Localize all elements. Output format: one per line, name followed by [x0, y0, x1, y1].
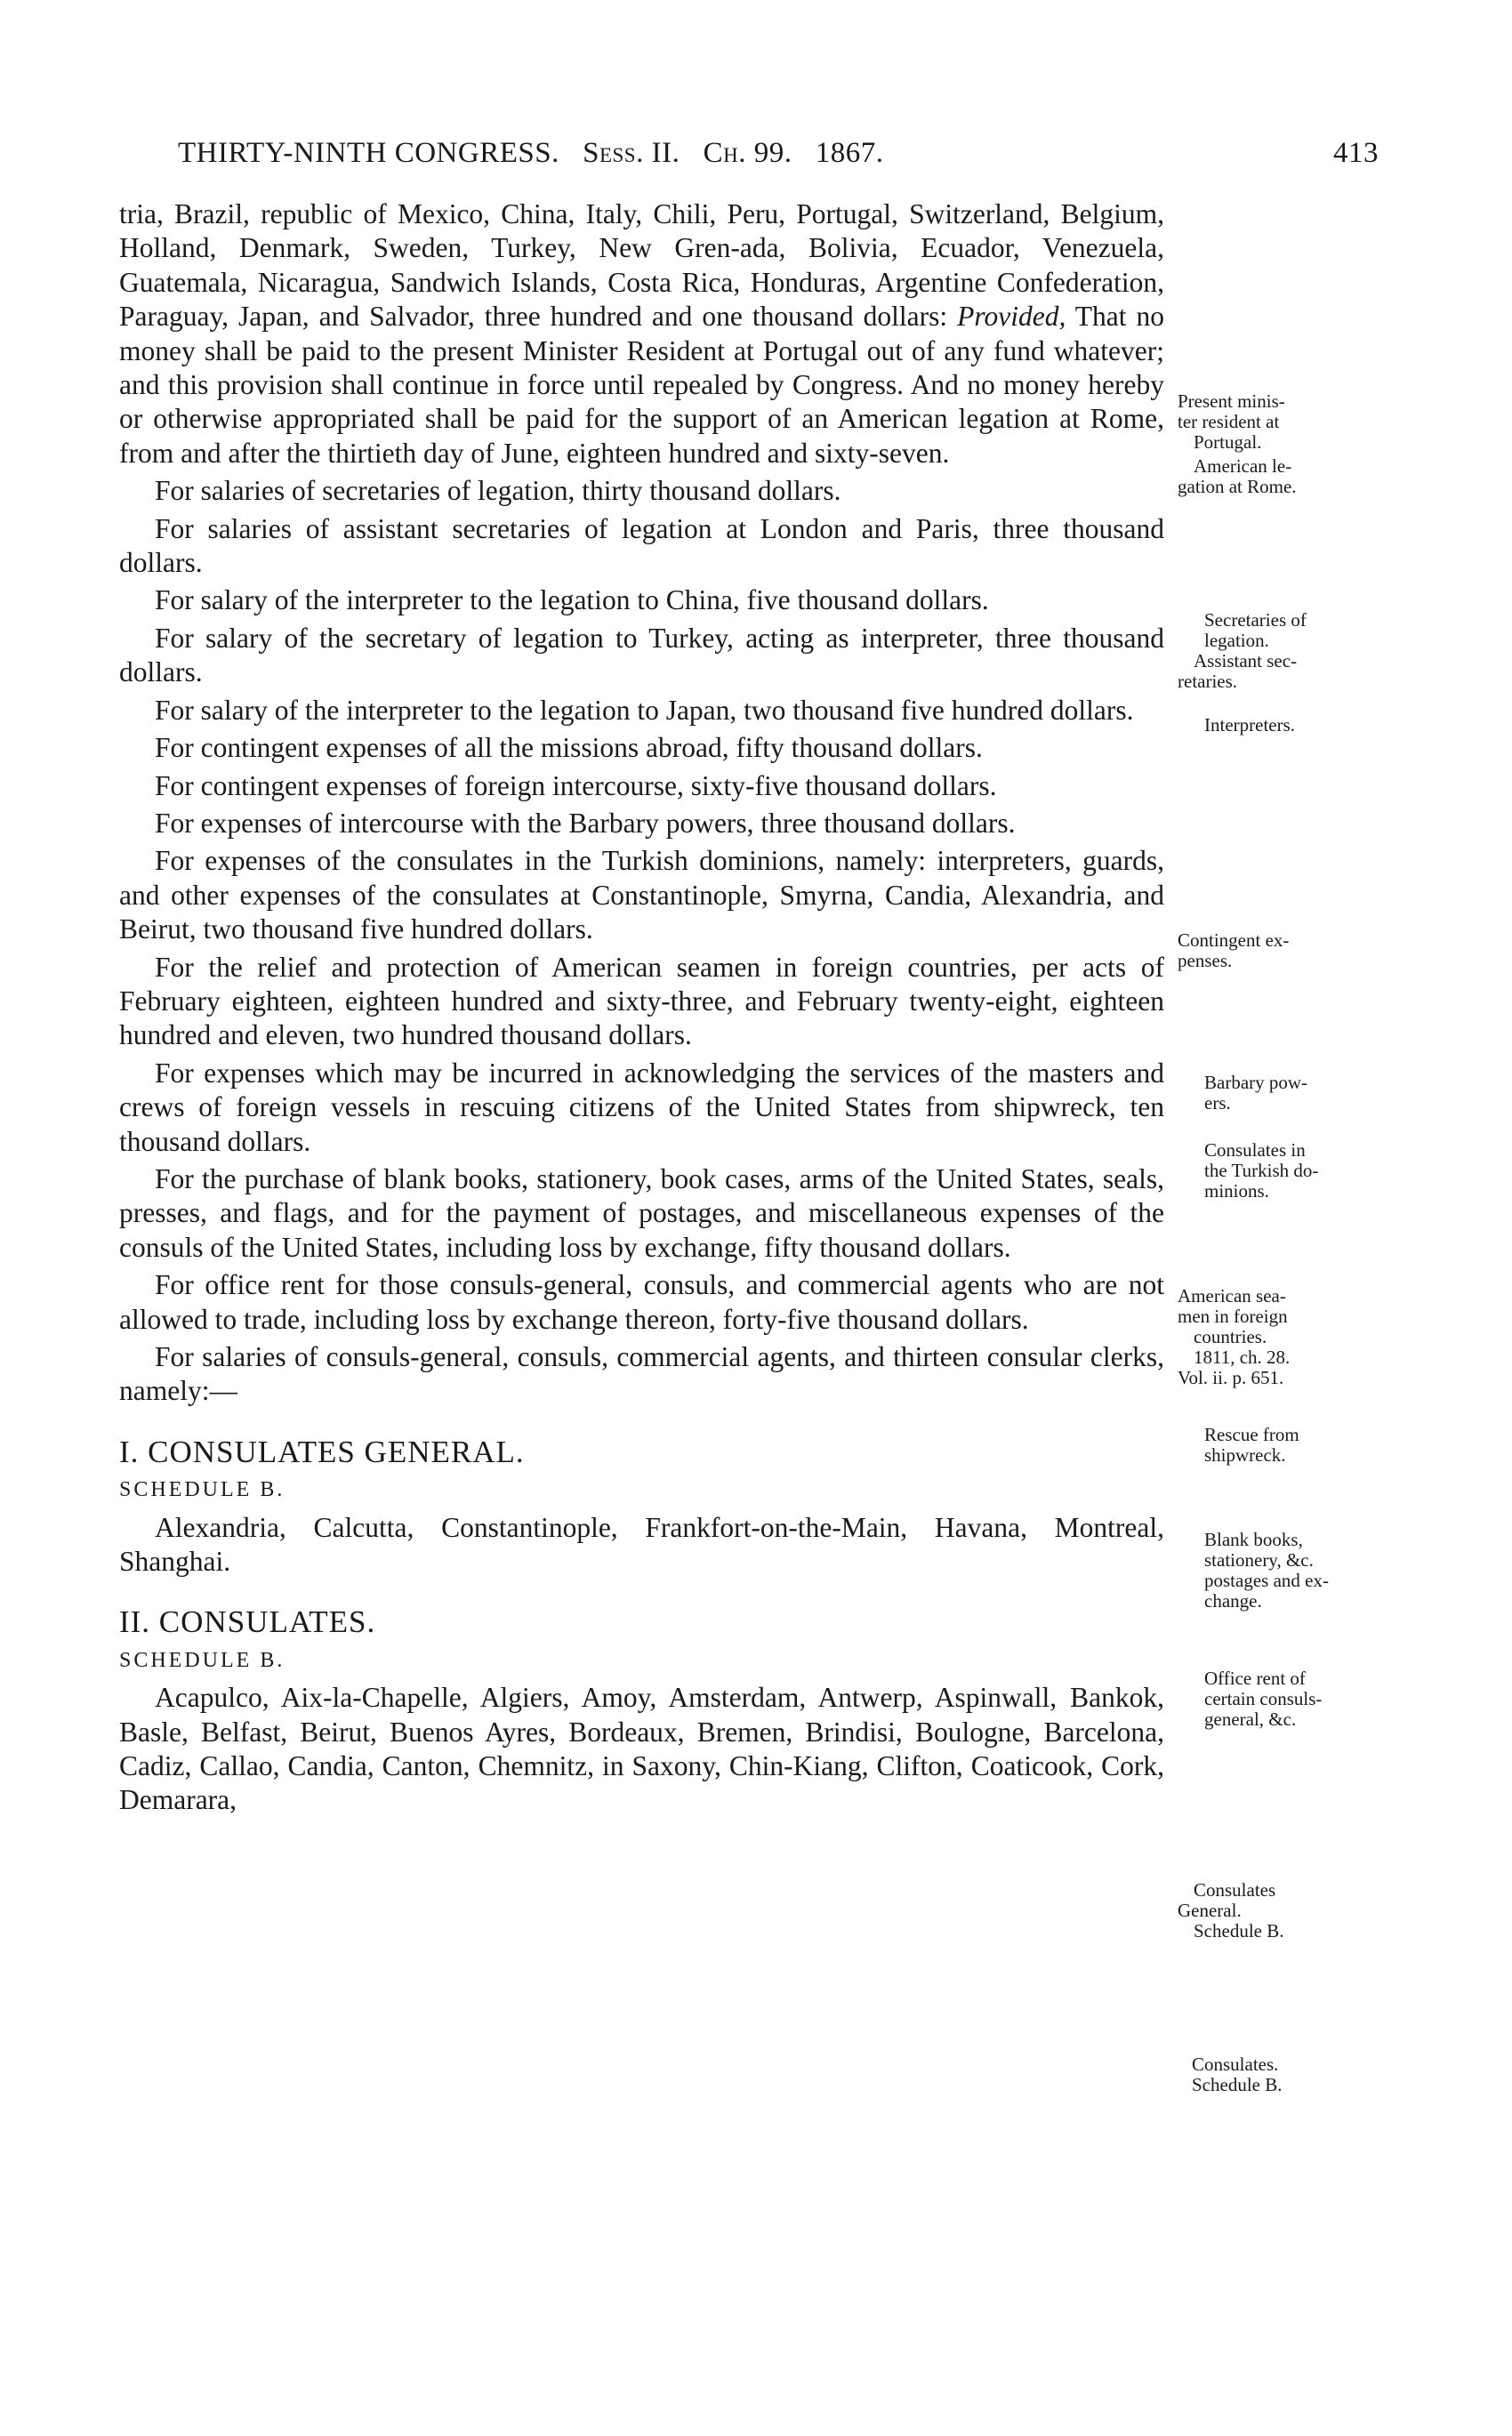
margin-note: Blank books, stationery, &c. postages and ex- change.: [1204, 1529, 1329, 1612]
schedule-label: SCHEDULE B.: [119, 1648, 286, 1672]
paragraph: For contingent expenses of foreign intercourse, sixty-five thousand dollars.: [155, 769, 997, 801]
paragraph: For salaries of secretaries of legation, thirty thousand dollars.: [155, 475, 841, 507]
paragraph: For salaries of consuls-general, consuls, commercial agents, and thirteen consular clerks, namely:—: [119, 1341, 1164, 1407]
paragraph: For the purchase of blank books, stationery, book cases, arms of the United States, seals, presses, and flags, and for the payment of postages, and miscellaneous expenses of the consuls of the United States, including loss by exchange, fifty thousand dollars.: [119, 1162, 1164, 1263]
header-title: THIRTY-NINTH CONGRESS. Sess. II. Ch. 99. 1867.: [178, 137, 884, 169]
header-chapter: Ch. 99.: [703, 137, 792, 169]
schedule-label: SCHEDULE B.: [119, 1478, 286, 1502]
margin-note: Rescue from shipwreck.: [1204, 1424, 1299, 1466]
margin-note: Assistant sec- retaries.: [1178, 650, 1298, 692]
header-session: Sess. II.: [583, 137, 680, 169]
paragraph: For salary of the secretary of legation to Turkey, acting as interpreter, three thousand dollars.: [119, 622, 1164, 688]
paragraph: Alexandria, Calcutta, Constantinople, Frankfort-on-the-Main, Havana, Montreal, Shanghai.: [119, 1511, 1164, 1578]
paragraph: tria, Brazil, republic of Mexico, China, Italy, Chili, Peru, Portugal, Switzerland, Belgium, Holland, Denmark, Sweden, Turkey, New Gren-ada, Bolivia, Ecuador, Venezuela, Guatemala, Nicaragua, Sandwich Islands, Costa Rica, Honduras, Argentine Confederation, Paraguay, Japan, and Salvador, three hundred and one thousand dollars: Provided, That no money shall be paid to the present Minister Resident at Portugal out of any fund whatever; and this provision shall continue in force until repealed by Congress. And no money hereby or otherwise appropriated shall be paid for the support of an American legation at Rome, from and after the thirtieth day of June, eighteen hundred and sixty-seven.: [119, 198, 1165, 469]
paragraph: For expenses of the consulates in the Turkish dominions, namely: interpreters, guards, and other expenses of the consulates at Constantinople, Smyrna, Candia, Alexandria, and Beirut, two thousand five hundred dollars.: [119, 845, 1164, 945]
margin-note: Consulates General. Schedule B.: [1178, 1879, 1284, 1942]
paragraph: For the relief and protection of American seamen in foreign countries, per acts of February eighteen, eighteen hundred and sixty-three, and February twenty-eight, eighteen hundred and eleven, two hundred thousand dollars.: [119, 951, 1164, 1051]
paragraph: For salaries of assistant secretaries of legation at London and Paris, three thousand dollars.: [119, 512, 1164, 579]
paragraph: For salary of the interpreter to the legation to China, five thousand dollars.: [155, 584, 989, 616]
paragraph: For contingent expenses of all the missions abroad, fifty thousand dollars.: [155, 732, 983, 764]
paragraph: For salary of the interpreter to the legation to Japan, two thousand five hundred dollars.: [155, 694, 1134, 726]
provided-word: Provided,: [957, 301, 1066, 333]
margin-note: Barbary pow- ers.: [1204, 1072, 1308, 1113]
section-heading: II. CONSULATES.: [119, 1604, 376, 1640]
paragraph: For expenses of intercourse with the Barbary powers, three thousand dollars.: [155, 807, 1016, 839]
margin-note: American le- gation at Rome.: [1178, 455, 1297, 497]
margin-note: Present minis- ter resident at Portugal.: [1178, 390, 1285, 453]
margin-note: Interpreters.: [1204, 714, 1296, 736]
margin-note: Secretaries of legation.: [1204, 609, 1307, 651]
paragraph: Acapulco, Aix-la-Chapelle, Algiers, Amoy, Amsterdam, Antwerp, Aspinwall, Bankok, Basle, Belfast, Beirut, Buenos Ayres, Bordeaux, Bremen, Brindisi, Boulogne, Barcelona, Cadiz, Callao, Candia, Canton, Chemnitz, in Saxony, Chin-Kiang, Clifton, Coaticook, Cork, Demarara,: [119, 1682, 1164, 1816]
paragraph: For expenses which may be incurred in acknowledging the services of the masters and crews of foreign vessels in rescuing citizens of the United States from shipwreck, ten thousand dollars.: [119, 1057, 1164, 1157]
margin-note: Office rent of certain consuls- general, &c.: [1204, 1668, 1323, 1730]
margin-note: American sea- men in foreign countries. 1811, ch. 28. Vol. ii. p. 651.: [1178, 1285, 1291, 1388]
header-year: 1867.: [815, 137, 884, 169]
main-text: [119, 197, 1164, 1818]
running-header: [133, 137, 1379, 181]
paragraph: For office rent for those consuls-general, consuls, and commercial agents who are not allowed to trade, including loss by exchange thereon, forty-five thousand dollars.: [119, 1269, 1164, 1335]
page-number: 413: [1333, 137, 1379, 169]
margin-note: Consulates. Schedule B.: [1192, 2054, 1283, 2095]
margin-note: Consulates in the Turkish do- minions.: [1204, 1139, 1319, 1202]
section-heading: I. CONSULATES GENERAL.: [119, 1434, 525, 1469]
margin-note: Contingent ex- penses.: [1178, 929, 1290, 971]
